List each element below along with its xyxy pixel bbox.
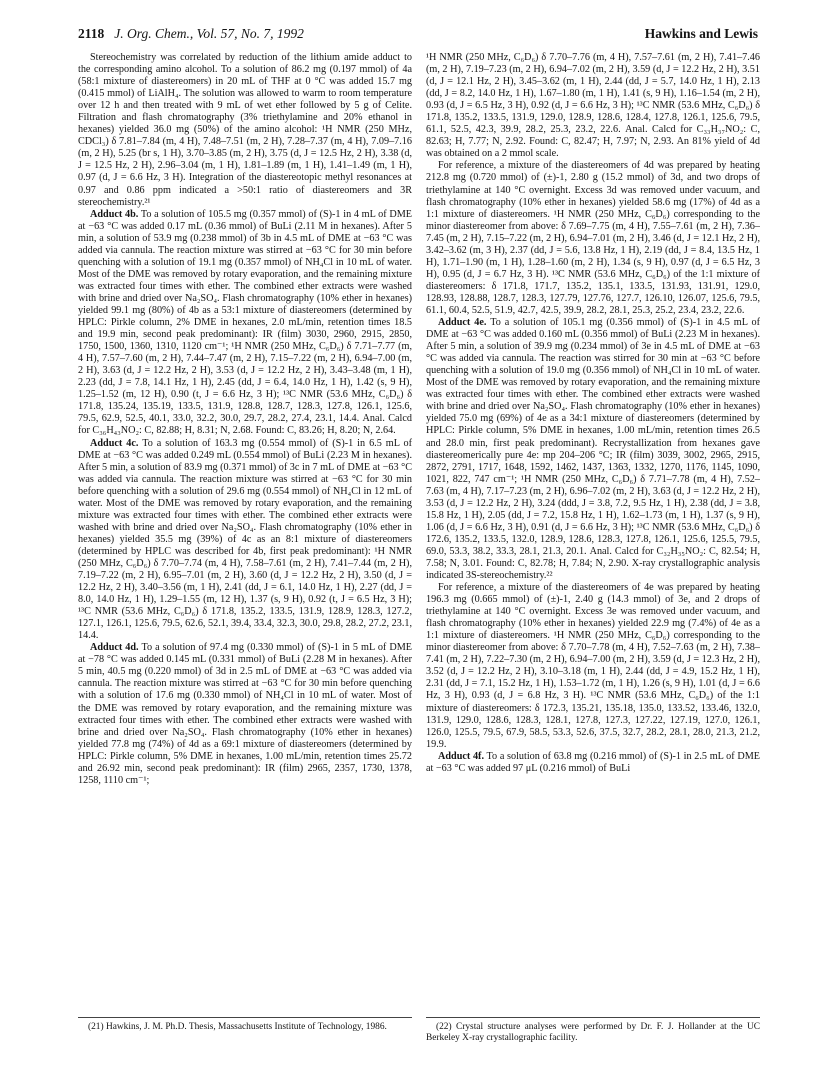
paragraph-text: To a solution of 105.5 mg (0.357 mmol) of (S)-1 in 4 mL of DME at −63 °C was added 0.17 mL (0.36 mmol) of BuLi (2.11 M in hexanes). After 5 min, a solution of 53.9 mg (0.238 mmol) of 3b in 4.5 mL of DME at −63 °C was added via cannula. The reaction mixture was stirred at −63 °C for 30 min before quenching with a solution of 19.1 mg (0.357 mmol) of NH₄Cl in 10 mL of water. Most of the DME was removed by rotary evaporation, and the remaining mixture was extracted four times with ether. The combined ether extracts were washed with brine and dried over Na₂SO₄. Flash chromatography (10% ether in hexanes) yielded 99.1 mg (80%) of 4b as a 53:1 mixture of diastereomers (determined by HPLC: Pirkle column, 2% DME in hexanes, 2.0 mL/min, retention times 18.5 and 19.9 min, second peak predominant): IR (film) 3030, 2960, 2915, 2850, 1750, 1500, 1360, 1310, 1120 cm⁻¹; ¹H NMR (250 MHz, C₆D₆) δ 7.71–7.77 (m, 4 H), 7.57–7.60 (m, 2 H), 7.44–7.47 (m, 2 H), 7.15–7.22 (m, 2 H), 6.94–7.00 (m, 2 H), 3.63 (d, J = 12.2 Hz, 2 H), 3.53 (d, J = 12.2 Hz, 2 H), 3.43–3.48 (m, 1 H), 2.23 (dd, J = 7.8, 14.1 Hz, 1 H), 2.45 (dd, J = 6.4, 14.0 Hz, 1 H), 1.42 (s, 9 H), 1.25–1.52 (m, 12 H), 0.90 (t, J = 6.6 Hz, 3 H); ¹³C NMR (53.6 MHz, C₆D₆) δ 171.8, 135.24, 135.19, 133.5, 131.9, 128.8, 128.7, 128.3, 127.8, 126.1, 125.6, 79.5, 62.9, 52.5, 40.1, 33.0, 32.2, 30.0, 29.7, 28.2, 27.4, 23.1, 14.4. Anal. Calcd for C₃₆H₄₃NO₂: C, 82.88; H, 8.31; N, 2.68. Found: C, 83.26; H, 8.20; N, 2.64. — [78, 208, 412, 437]
right-column — [426, 52, 760, 1010]
paragraph-text: To a solution of 163.3 mg (0.554 mmol) of (S)-1 in 6.5 mL of DME at −63 °C was added 0.249 mL (0.554 mmol) of BuLi (2.23 M in hexanes). After 5 min, a solution of 83.9 mg (0.371 mmol) of 3c in 7 mL of DME at −63 °C was added via cannula. The reaction mixture was stirred at −63 °C for 30 min before quenching with a solution of 29.6 mg (0.554 mmol) of NH₄Cl in 12 mL of water. Most of the DME was removed by rotary evaporation, and the remaining mixture was extracted four times with ether. The combined ether extracts were washed with brine and dried over Na₂SO₄. Flash chromatography (10% ether in hexanes) yielded 35.5 mg (39%) of 4c as an 8:1 mixture of diastereomers (determined by HPLC was described for 4b, first peak predominant): ¹H NMR (250 MHz, C₆D₆) δ 7.70–7.74 (m, 4 H), 7.58–7.61 (m, 2 H), 7.41–7.44 (m, 2 H), 7.19–7.22 (m, 2 H), 6.95–7.01 (m, 2 H), 3.60 (d, J = 12.2 Hz, 2 H), 3.50 (d, J = 12.2 Hz, 2 H), 3.40–3.56 (m, 1 H), 2.41 (dd, J = 6.1, 14.0 Hz, 1 H), 2.27 (dd, J = 8.0, 14.0 Hz, 1 H), 1.29–1.55 (m, 12 H), 1.37 (s, 9 H), 0.92 (t, J = 6.5 Hz, 3 H); ¹³C NMR (53.6 MHz, C₆D₆) δ 171.8, 135.2, 133.5, 131.9, 128.9, 128.3, 127.2, 127.1, 126.1, 125.6, 79.5, 62.6, 52.1, 39.4, 33.4, 32.3, 30.0, 29.8, 28.2, 27.2, 23.1, 14.4. — [78, 437, 412, 642]
footnote-21 — [78, 1017, 412, 1044]
paragraph-text: To a solution of 97.4 mg (0.330 mmol) of (S)-1 in 5 mL of DME at −78 °C was added 0.145 mL (0.331 mmol) of BuLi (2.28 M in hexanes). After 5 min, 40.5 mg (0.220 mmol) of 3d in 2.5 mL of DME at −63 °C was added via cannula. The reaction mixture was stirred at −63 °C for 30 min before quenching with a solution of 17.6 mg (0.330 mmol) of NH₄Cl in 10 mL of water. Most of the DME was removed by rotary evaporation, and the remaining mixture was extracted four times with ether. The combined ether extracts were washed with brine and dried over Na₂SO₄. Flash chromatography (10% ether in hexanes) yielded 77.8 mg (74%) of 4d as a 69:1 mixture of diastereomers (determined by HPLC: Pirkle column, 5% DME in hexanes, 1.00 mL/min, retention times 25.72 and 26.92 min, second peak predominant): IR (film) 2965, 2357, 1730, 1378, 1258, 1110 cm⁻¹; — [78, 642, 412, 786]
paragraph — [426, 160, 760, 317]
paragraph — [78, 209, 412, 438]
footnote-22-text: (22) Crystal structure analyses were performed by Dr. F. J. Hollander at the UC Berkeley X-ray crystallographic facility. — [426, 1022, 760, 1043]
footnote-22 — [426, 1017, 760, 1044]
paragraph-text: To a solution of 63.8 mg (0.216 mmol) of (S)-1 in 2.5 mL of DME at −63 °C was added 97 μL (0.216 mmol) of BuLi — [426, 750, 760, 774]
run-in-heading: Adduct 4d. — [90, 642, 139, 654]
journal-citation: J. Org. Chem., Vol. 57, No. 7, 1992 — [114, 26, 304, 41]
paragraph-text: ¹H NMR (250 MHz, C₆D₆) δ 7.70–7.76 (m, 4 H), 7.57–7.61 (m, 2 H), 7.41–7.46 (m, 2 H), 7.19–7.23 (m, 2 H), 6.94–7.02 (m, 2 H), 3.59 (d, J = 12.2 Hz, 2 H), 3.51 (d, J = 12.1 Hz, 2 H), 3.45–3.62 (m, 1 H), 2.44 (dd, J = 5.7, 14.0 Hz, 1 H), 2.13 (dd, J = 8.2, 14.0 Hz, 1 H), 1.67–1.80 (m, 1 H), 1.41 (s, 9 H), 1.16–1.54 (m, 2 H), 0.93 (d, J = 6.5 Hz, 3 H), 0.92 (d, J = 6.6 Hz, 3 H); ¹³C NMR (53.6 MHz, C₆D₆) δ 171.8, 135.2, 133.5, 131.9, 129.0, 128.9, 128.6, 128.4, 127.8, 126.1, 125.6, 79.5, 61.1, 52.5, 42.3, 39.9, 28.2, 25.3, 23.2, 22.6. Anal. Calcd for C₃₃H₃₇NO₂: C, 82.63; H, 7.77; N, 2.92. Found: C, 82.47; H, 7.97; N, 2.93. An 81% yield of 4d was obtained on a 2 mmol scale. — [426, 52, 760, 160]
run-in-heading: Adduct 4e. — [438, 317, 487, 329]
header-left — [78, 26, 304, 42]
run-in-heading: Adduct 4c. — [90, 437, 139, 449]
body-text — [78, 52, 760, 1010]
paragraph — [426, 52, 760, 160]
page-number: 2118 — [78, 26, 105, 41]
left-column — [78, 52, 412, 1010]
run-in-heading: Adduct 4f. — [438, 750, 484, 762]
footnote-21-text: (21) Hawkins, J. M. Ph.D. Thesis, Massachusetts Institute of Technology, 1986. — [88, 1022, 387, 1032]
author-names: Hawkins and Lewis — [644, 26, 758, 41]
paragraph-text: For reference, a mixture of the diastereomers of 4e was prepared by heating 196.3 mg (0.665 mmol) of (±)-1, 2.40 g (14.3 mmol) of 3e, and 2 drops of triethylamine at 140 °C overnight. Excess 3e was removed under vacuum, and flash chromatography (10% ether in hexanes) yielded 22.9 mg (7.4%) of 4e as a 1:1 mixture of diastereomers. ¹H NMR (250 MHz, C₆D₆) corresponding to the minor diastereomer from above: δ 7.70–7.78 (m, 4 H), 7.52–7.63 (m, 2 H), 7.38–7.41 (m, 2 H), 7.22–7.30 (m, 2 H), 6.94–7.00 (m, 2 H), 3.59 (d, J = 12.3 Hz, 2 H), 3.52 (d, J = 12.2 Hz, 2 H), 3.10–3.18 (m, 1 H), 2.44 (dd, J = 4.9, 15.2 Hz, 1 H), 2.31 (dd, J = 7.1, 15.2 Hz, 1 H), 1.53–1.72 (m, 1 H), 1.26 (s, 9 H), 1.01 (d, J = 6.6 Hz, 3 H), 0.93 (d, J = 6.8 Hz, 3 H). ¹³C NMR (53.6 MHz, C₆D₆) of the 1:1 mixture of diastereomers: δ 172.3, 135.21, 135.18, 135.0, 133.52, 133.46, 132.0, 131.9, 129.0, 128.6, 128.3, 128.1, 127.8, 127.3, 127.22, 127.19, 127.0, 126.1, 126.0, 125.5, 79.5, 67.9, 58.5, 53.3, 52.6, 37.5, 32.7, 28.2, 28.1, 28.0, 21.3, 21.2, 19.9. — [426, 582, 760, 750]
paragraph — [78, 52, 412, 209]
paragraph-text: For reference, a mixture of the diastereomers of 4d was prepared by heating 212.8 mg (0.720 mmol) of (±)-1, 2.80 g (15.2 mmol) of 3d, and two drops of triethylamine at 140 °C overnight. Excess 3d was removed under vacuum, and flash chromatography (10% ether in hexanes) yielded 58.6 mg (17%) of 4d as a 1:1 mixture of diastereomers. ¹H NMR (250 MHz, C₆D₆) corresponding to the minor diastereomer from above: δ 7.69–7.75 (m, 4 H), 7.55–7.61 (m, 2 H), 7.36–7.45 (m, 2 H), 7.15–7.22 (m, 2 H), 6.94–7.01 (m, 2 H), 3.46 (d, J = 12.1 Hz, 2 H), 3.42–3.62 (m, 3 H), 2.37 (dd, J = 5.6, 13.8 Hz, 1 H), 2.19 (dd, J = 8.4, 13.5 Hz, 1 H), 1.71–1.90 (m, 1 H), 1.28–1.60 (m, 2 H), 1.34 (s, 9 H), 0.97 (d, J = 6.5 Hz, 3 H), 0.95 (d, J = 6.7 Hz, 3 H). ¹³C NMR (53.6 MHz, C₆D₆) of the 1:1 mixture of diastereomers: δ 171.8, 171.7, 135.2, 135.1, 133.5, 131.93, 131.91, 129.0, 128.93, 128.88, 128.7, 128.3, 127.79, 127.76, 127.7, 126.10, 126.07, 125.6, 79.5, 61.1, 60.4, 52.5, 51.9, 42.7, 42.5, 39.9, 28.2, 28.1, 25.3, 25.2, 23.4, 23.2, 22.6. — [426, 160, 760, 316]
footnotes — [78, 1017, 760, 1044]
paragraph-text: Stereochemistry was correlated by reduction of the lithium amide adduct to the corresponding amino alcohol. To a solution of 86.2 mg (0.197 mmol) of 4a (58:1 mixture of diastereomers) in 20 mL of THF at 0 °C was added 15.7 mg (0.415 mmol) of LiAlH₄. The solution was allowed to warm to room temperature over 12 h and then treated with 9 mL of wet ether followed by 5 g of Celite. Filtration and flash chromatography (3% triethylamine and 20% ethanol in hexanes) yielded 36.0 mg (50%) of the amino alcohol: ¹H NMR (250 MHz, CDCl₃) δ 7.81–7.84 (m, 4 H), 7.48–7.51 (m, 2 H), 7.28–7.37 (m, 4 H), 7.09–7.16 (m, 2 H), 5.25 (br s, 1 H), 3.70–3.85 (m, 2 H), 3.75 (d, J = 12.5 Hz, 2 H), 3.38 (d, J = 12.5 Hz, 2 H), 2.96–3.04 (m, 1 H), 1.81–1.89 (m, 1 H), 1.41–1.49 (m, 1 H), 0.97 (d, J = 6.6 Hz, 3 H). Integration of the diastereotopic methyl resonances at 0.97 and 0.86 ppm indicated a >50:1 ratio of diastereomers and 3R stereochemistry.²¹ — [78, 52, 412, 208]
paragraph-text: To a solution of 105.1 mg (0.356 mmol) of (S)-1 in 4.5 mL of DME at −63 °C was added 0.160 mL (0.356 mmol) of BuLi (2.23 M in hexanes). After 5 min, a solution of 39.9 mg (0.234 mmol) of 3e in 4.5 mL of DME at −63 °C was added via cannula. The reaction was stirred for 30 min at −63 °C before quenching with a solution of 19.0 mg (0.356 mmol) of NH₄Cl in 10 mL of water. Most of the DME was removed by rotary evaporation, and the remaining mixture was extracted four times with ether. The combined ether extracts were washed with brine and dried over Na₂SO₄. Flash chromatography (10% ether in hexanes) yielded 75.0 mg (69%) of 4e as a 34:1 mixture of diastereomers (determined by HPLC: Pirkle column, 5% DME in hexanes, 1.00 mL/min, retention times 26.5 and 28.0 min, first peak predominant). Recrystallization from hexanes gave diastereomerically pure 4e: mp 204–206 °C; IR (film) 3039, 3002, 2965, 2915, 2872, 2791, 1717, 1648, 1592, 1462, 1437, 1363, 1332, 1270, 1176, 1145, 1090, 1021, 822, 747 cm⁻¹; ¹H NMR (250 MHz, C₆D₆) δ 7.71–7.78 (m, 4 H), 7.52–7.63 (m, 4 H), 7.17–7.23 (m, 2 H), 6.96–7.02 (m, 2 H), 3.63 (d, J = 12.2 Hz, 2 H), 3.53 (d, J = 12.2 Hz, 2 H), 3.24 (ddd, J = 3.8, 7.2, 9.5 Hz, 1 H), 2.38 (dd, J = 3.8, 15.8 Hz, 1 H), 2.05 (dd, J = 7.2, 15.8 Hz, 1 H), 1.62–1.73 (m, 1 H), 1.37 (s, 9 H), 1.06 (d, J = 6.6 Hz, 3 H), 0.91 (d, J = 6.6 Hz, 3 H); ¹³C NMR (53.6 MHz, C₆D₆) δ 172.6, 135.2, 133.5, 132.0, 128.9, 128.6, 128.3, 127.8, 126.1, 125.6, 125.5, 79.5, 69.0, 53.3, 38.2, 33.3, 28.1, 21.3, 20.1. Anal. Calcd for C₃₂H₃₅NO₂: C, 82.54; H, 7.58; N, 3.01. Found: C, 82.78; H, 7.84; N, 2.90. X-ray crystallographic analysis indicated 3S-stereochemistry.²² — [426, 317, 760, 582]
paragraph — [426, 582, 760, 751]
run-in-heading: Adduct 4b. — [90, 208, 139, 220]
running-header — [78, 26, 758, 44]
paragraph — [426, 751, 760, 775]
paragraph — [78, 642, 412, 787]
paragraph — [426, 317, 760, 582]
paragraph — [78, 438, 412, 643]
